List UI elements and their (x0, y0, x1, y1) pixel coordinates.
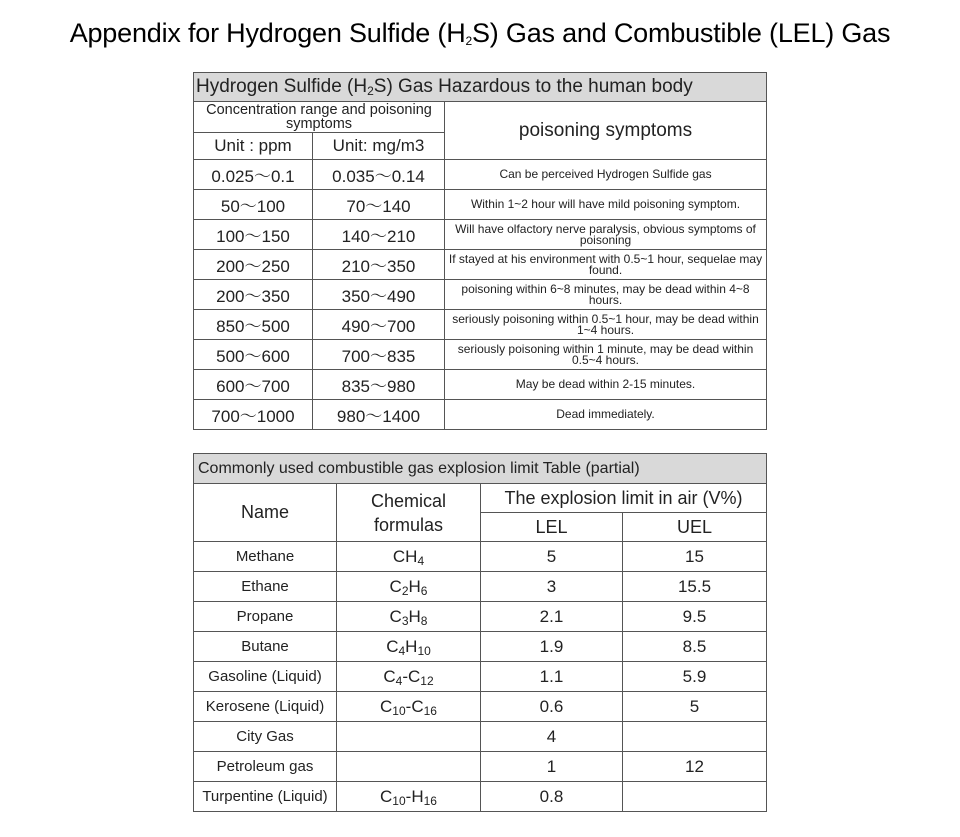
unit-mg-header: Unit: mg/m3 (313, 133, 445, 160)
mg-cell: 140～210 (313, 220, 445, 250)
gas-row (194, 572, 767, 602)
gas-name-cell: Petroleum gas (194, 752, 337, 782)
gas-row (194, 692, 767, 722)
uel-cell: 5.9 (623, 662, 767, 692)
gas-name-cell: Turpentine (Liquid) (194, 782, 337, 812)
symptom-cell: Dead immediately. (445, 400, 767, 430)
lel-cell: 1 (481, 752, 623, 782)
symptom-cell: Within 1~2 hour will have mild poisoning symptom. (445, 190, 767, 220)
gas-row (194, 602, 767, 632)
ppm-cell: 200～250 (194, 250, 313, 280)
h2s-row (194, 340, 767, 370)
lel-cell: 0.6 (481, 692, 623, 722)
gas-name-cell: City Gas (194, 722, 337, 752)
mg-cell: 700～835 (313, 340, 445, 370)
lel-cell: 5 (481, 542, 623, 572)
lel-cell: 4 (481, 722, 623, 752)
gas-table-caption: Commonly used combustible gas explosion limit Table (partial) (194, 454, 767, 484)
mg-cell: 835～980 (313, 370, 445, 400)
gas-row (194, 722, 767, 752)
mg-cell: 0.035～0.14 (313, 160, 445, 190)
formula-cell: $C_{10}-H_{16}$ (337, 782, 481, 812)
h2s-row (194, 400, 767, 430)
formula-cell: $C_3H_8$ (337, 602, 481, 632)
h2s-table (193, 72, 767, 430)
mg-cell: 350～490 (313, 280, 445, 310)
formula-cell: $C_4H_{10}$ (337, 632, 481, 662)
ppm-cell: 200～350 (194, 280, 313, 310)
uel-cell: 15 (623, 542, 767, 572)
unit-ppm-header: Unit : ppm (194, 133, 313, 160)
lel-cell: 2.1 (481, 602, 623, 632)
formula-cell: $C_2H_6$ (337, 572, 481, 602)
formula-cell: $CH_4$ (337, 542, 481, 572)
ppm-cell: 50～100 (194, 190, 313, 220)
gas-row (194, 782, 767, 812)
h2s-table-caption: Hydrogen Sulfide $(H_2S)$ Gas Hazardous to the human body (194, 73, 767, 102)
lel-header: LEL (481, 513, 623, 542)
gas-name-cell: Propane (194, 602, 337, 632)
page-title: Appendix for Hydrogen Sulfide $(H_2S)$ Gas and Combustible (LEL) Gas (69, 18, 891, 48)
gas-name-cell: Methane (194, 542, 337, 572)
h2s-row (194, 250, 767, 280)
ppm-cell: 600～700 (194, 370, 313, 400)
chemical-formulas-header: Chemical formulas (337, 484, 481, 542)
mg-cell: 490～700 (313, 310, 445, 340)
uel-cell: 8.5 (623, 632, 767, 662)
lel-cell: 0.8 (481, 782, 623, 812)
formula-cell (337, 752, 481, 782)
uel-cell (623, 782, 767, 812)
uel-cell (623, 722, 767, 752)
h2s-row (194, 310, 767, 340)
h2s-row (194, 370, 767, 400)
poisoning-symptoms-header: poisoning symptoms (445, 102, 767, 160)
lel-cell: 1.9 (481, 632, 623, 662)
gas-row (194, 662, 767, 692)
gas-row (194, 542, 767, 572)
mg-cell: 980～1400 (313, 400, 445, 430)
concentration-range-header: Concentration range and poisoning symptoms (194, 102, 445, 133)
ppm-cell: 100～150 (194, 220, 313, 250)
mg-cell: 70～140 (313, 190, 445, 220)
symptom-cell: Will have olfactory nerve paralysis, obvious symptoms of poisoning (445, 220, 767, 250)
h2s-row (194, 220, 767, 250)
gas-name-cell: Kerosene (Liquid) (194, 692, 337, 722)
lel-cell: 1.1 (481, 662, 623, 692)
symptom-cell: poisoning within 6~8 minutes, may be dead within 4~8 hours. (445, 280, 767, 310)
name-header: Name (194, 484, 337, 542)
lel-cell: 3 (481, 572, 623, 602)
ppm-cell: 500～600 (194, 340, 313, 370)
uel-cell: 12 (623, 752, 767, 782)
gas-name-cell: Ethane (194, 572, 337, 602)
symptom-cell: seriously poisoning within 1 minute, may be dead within 0.5~4 hours. (445, 340, 767, 370)
symptom-cell: May be dead within 2-15 minutes. (445, 370, 767, 400)
uel-cell: 9.5 (623, 602, 767, 632)
h2s-row (194, 280, 767, 310)
formula-cell: $C_{10}-C_{16}$ (337, 692, 481, 722)
ppm-cell: 700～1000 (194, 400, 313, 430)
ppm-cell: 850～500 (194, 310, 313, 340)
formula-cell (337, 722, 481, 752)
h2s-row (194, 160, 767, 190)
gas-name-cell: Gasoline (Liquid) (194, 662, 337, 692)
gas-table (193, 453, 767, 812)
symptom-cell: Can be perceived Hydrogen Sulfide gas (445, 160, 767, 190)
mg-cell: 210～350 (313, 250, 445, 280)
uel-cell: 15.5 (623, 572, 767, 602)
ppm-cell: 0.025～0.1 (194, 160, 313, 190)
uel-cell: 5 (623, 692, 767, 722)
gas-name-cell: Butane (194, 632, 337, 662)
symptom-cell: seriously poisoning within 0.5~1 hour, may be dead within 1~4 hours. (445, 310, 767, 340)
gas-row (194, 632, 767, 662)
symptom-cell: If stayed at his environment with 0.5~1 hour, sequelae may found. (445, 250, 767, 280)
h2s-row (194, 190, 767, 220)
uel-header: UEL (623, 513, 767, 542)
explosion-limit-header: The explosion limit in air (V%) (481, 484, 767, 513)
gas-row (194, 752, 767, 782)
formula-cell: $C_4-C_{12}$ (337, 662, 481, 692)
